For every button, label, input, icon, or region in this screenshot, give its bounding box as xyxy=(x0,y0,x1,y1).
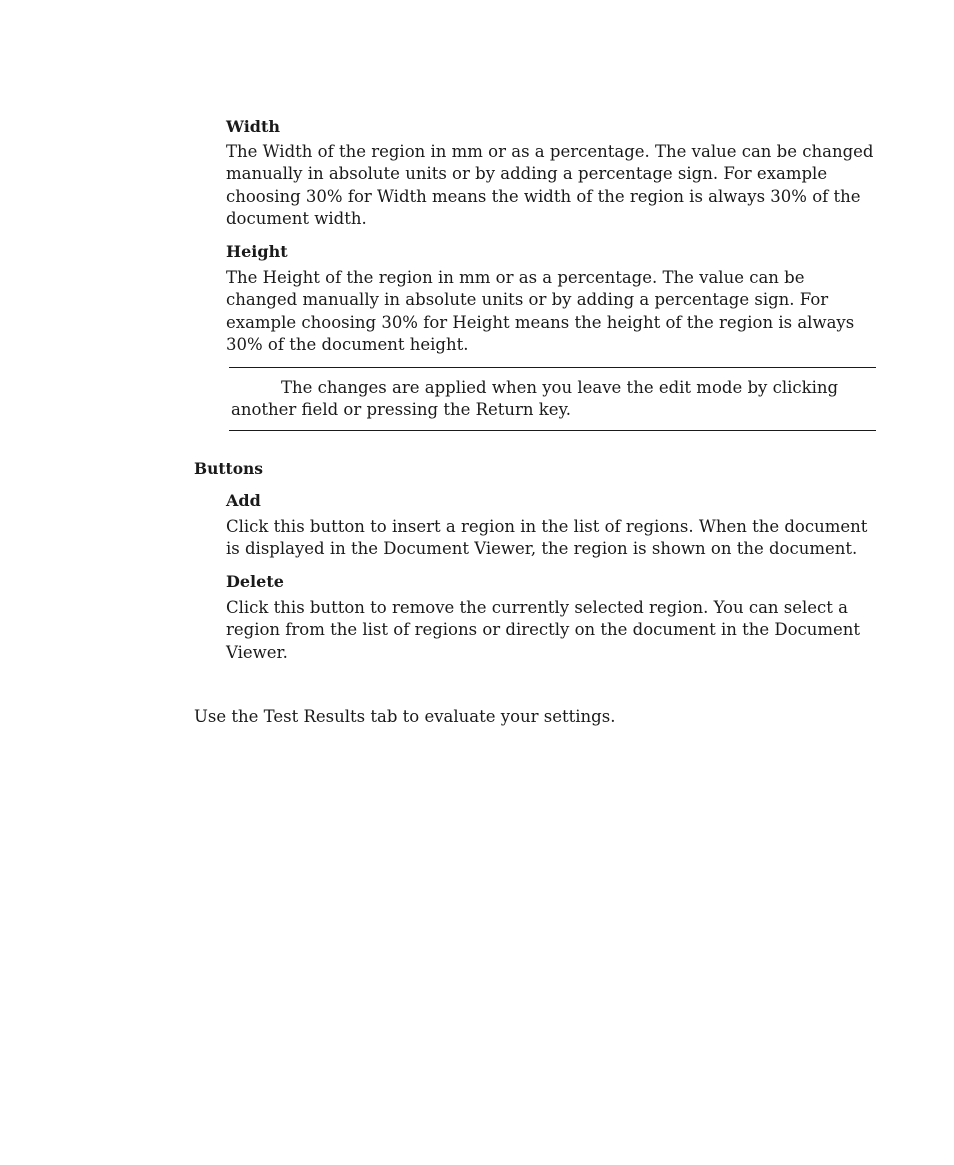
delete-description: Click this button to remove the currently selected region. You can select a region from the list of regions or directly on the document in the Document Viewer. xyxy=(226,598,861,662)
height-term: Height xyxy=(226,242,288,261)
add-term: Add xyxy=(226,491,261,510)
height-description: The Height of the region in mm or as a percentage. The value can be changed manually in absolute units or by adding a percentage sign. For example choosing 30% for Height means the height of the region is always 30% of the document height. xyxy=(226,268,855,354)
footer-text: Use the Test Results tab to evaluate your settings. xyxy=(194,707,616,726)
note-text: The changes are applied when you leave the edit mode by clicking another field or pressing the Return key. xyxy=(231,378,839,420)
buttons-heading: Buttons xyxy=(194,459,264,478)
width-description: The Width of the region in mm or as a percentage. The value can be changed manually in absolute units or by adding a percentage sign. For example choosing 30% for Width means the width of the region is always 30% of the document width. xyxy=(226,142,874,228)
add-description: Click this button to insert a region in the list of regions. When the document is displayed in the Document Viewer, the region is shown on the document. xyxy=(226,517,868,559)
note-box xyxy=(229,367,876,431)
width-term: Width xyxy=(226,117,280,136)
delete-term: Delete xyxy=(226,572,284,591)
